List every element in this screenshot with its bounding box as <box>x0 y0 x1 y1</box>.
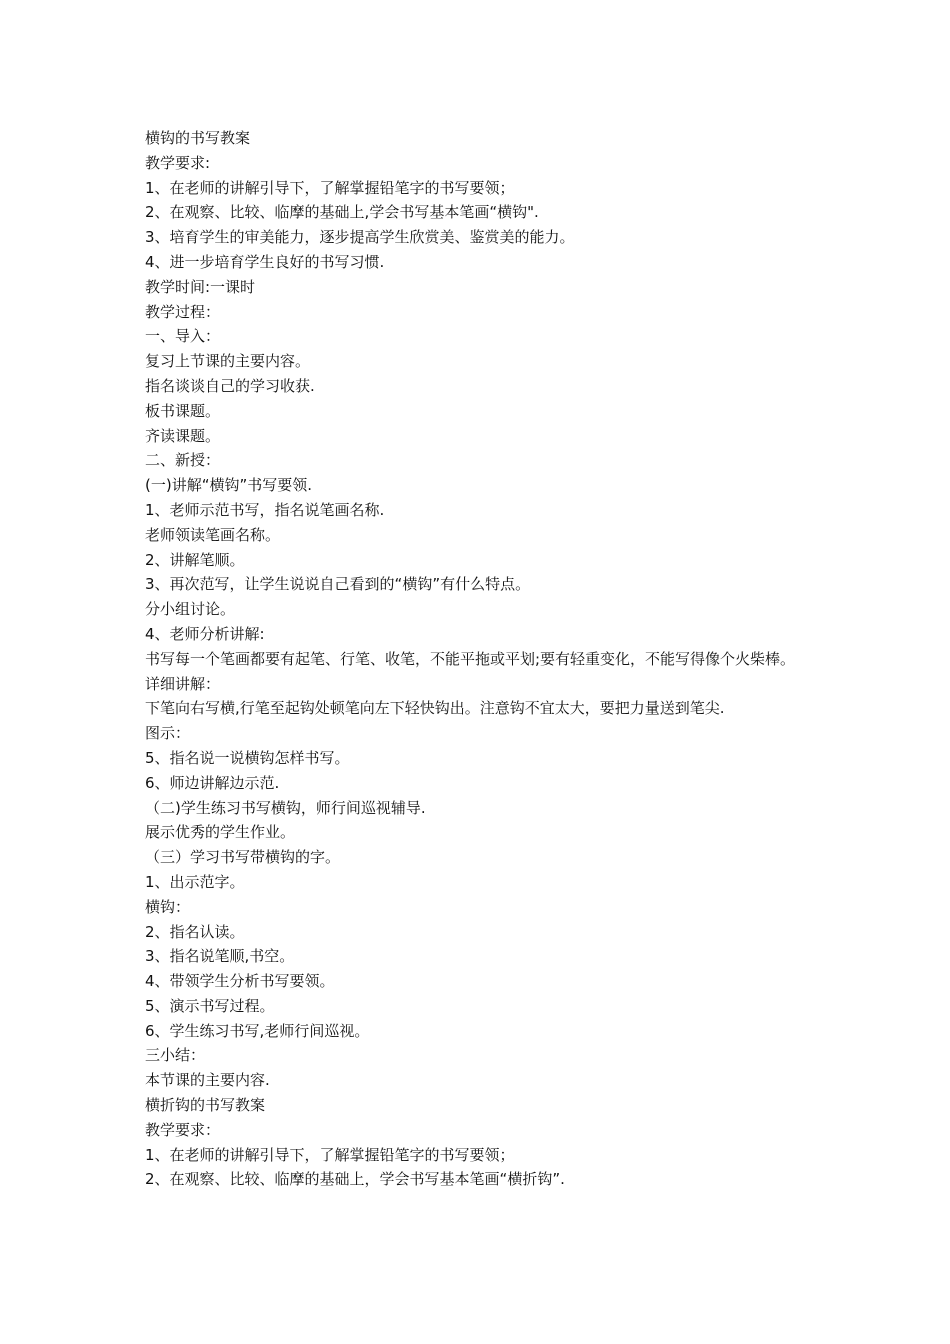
text-line: 复习上节课的主要内容。 <box>145 352 311 371</box>
text-line: 5、演示书写过程。 <box>145 996 275 1015</box>
text-line: 分小组讨论。 <box>145 600 236 619</box>
text-line: 本节课的主要内容. <box>145 1071 270 1090</box>
text-line: 教学时间:一课时 <box>145 277 256 296</box>
document-title: 横钩的书写教案 <box>145 129 251 147</box>
text-line: 3、指名说笔顺,书空。 <box>145 947 295 966</box>
text-line: 6、师边讲解边示范. <box>145 773 280 792</box>
text-line: 板书课题。 <box>145 401 221 420</box>
text-line: 详细讲解： <box>145 674 221 693</box>
text-line: （三）学习书写带横钩的字。 <box>145 848 341 867</box>
text-line: 6、学生练习书写,老师行间巡视。 <box>145 1021 370 1040</box>
text-line: 下笔向右写横,行笔至起钩处顿笔向左下轻快钩出。注意钩不宜太大，要把力量送到笔尖. <box>145 699 725 718</box>
document-title-2: 横折钩的书写教案 <box>145 1096 266 1115</box>
text-line: 2、在观察、比较、临摩的基础上,学会书写基本笔画“横钩". <box>145 203 539 222</box>
section-heading: 二、新授： <box>145 451 221 470</box>
text-line: 3、再次范写，让学生说说自己看到的“横钩”有什么特点。 <box>145 575 531 594</box>
text-line: 齐读课题。 <box>145 426 221 445</box>
text-line: 1、老师示范书写，指名说笔画名称. <box>145 500 385 519</box>
text-line: 4、带领学生分析书写要领。 <box>145 972 335 991</box>
text-paragraph: 书写每一个笔画都要有起笔、行笔、收笔，不能平拖或平划;要有轻重变化，不能写得像个火柴棒。 <box>145 649 796 668</box>
section-heading: 教学过程： <box>145 302 221 321</box>
document-body <box>145 126 825 1192</box>
text-line: 4、进一步培育学生良好的书写习惯. <box>145 252 385 271</box>
text-line: 2、讲解笔顺。 <box>145 550 245 569</box>
text-line: 2、在观察、比较、临摩的基础上，学会书写基本笔画“横折钩”. <box>145 1170 565 1189</box>
text-line: 指名谈谈自己的学习收获. <box>145 376 315 395</box>
text-line: 老师领读笔画名称。 <box>145 525 281 544</box>
text-line: 5、指名说一说横钩怎样书写。 <box>145 748 350 767</box>
section-heading: 教学要求: <box>145 153 211 172</box>
text-line: 1、出示范字。 <box>145 872 245 891</box>
text-line: (一)讲解“横钩”书写要领. <box>145 476 313 495</box>
text-line: 4、老师分析讲解: <box>145 624 265 643</box>
text-line: 1、在老师的讲解引导下，了解掌握铅笔字的书写要领； <box>145 178 515 197</box>
text-line: 横钩： <box>145 897 191 916</box>
text-line: 图示： <box>145 724 191 743</box>
section-heading: 一、导入： <box>145 327 221 346</box>
text-line: （二)学生练习书写横钩，师行间巡视辅导. <box>145 798 426 817</box>
text-line: 展示优秀的学生作业。 <box>145 823 296 842</box>
section-heading: 三小结： <box>145 1046 206 1065</box>
section-heading: 教学要求： <box>145 1120 221 1139</box>
text-line: 2、指名认读。 <box>145 922 245 941</box>
text-line: 3、培育学生的审美能力，逐步提高学生欣赏美、鉴赏美的能力。 <box>145 228 575 247</box>
text-line: 1、在老师的讲解引导下，了解掌握铅笔字的书写要领； <box>145 1145 515 1164</box>
